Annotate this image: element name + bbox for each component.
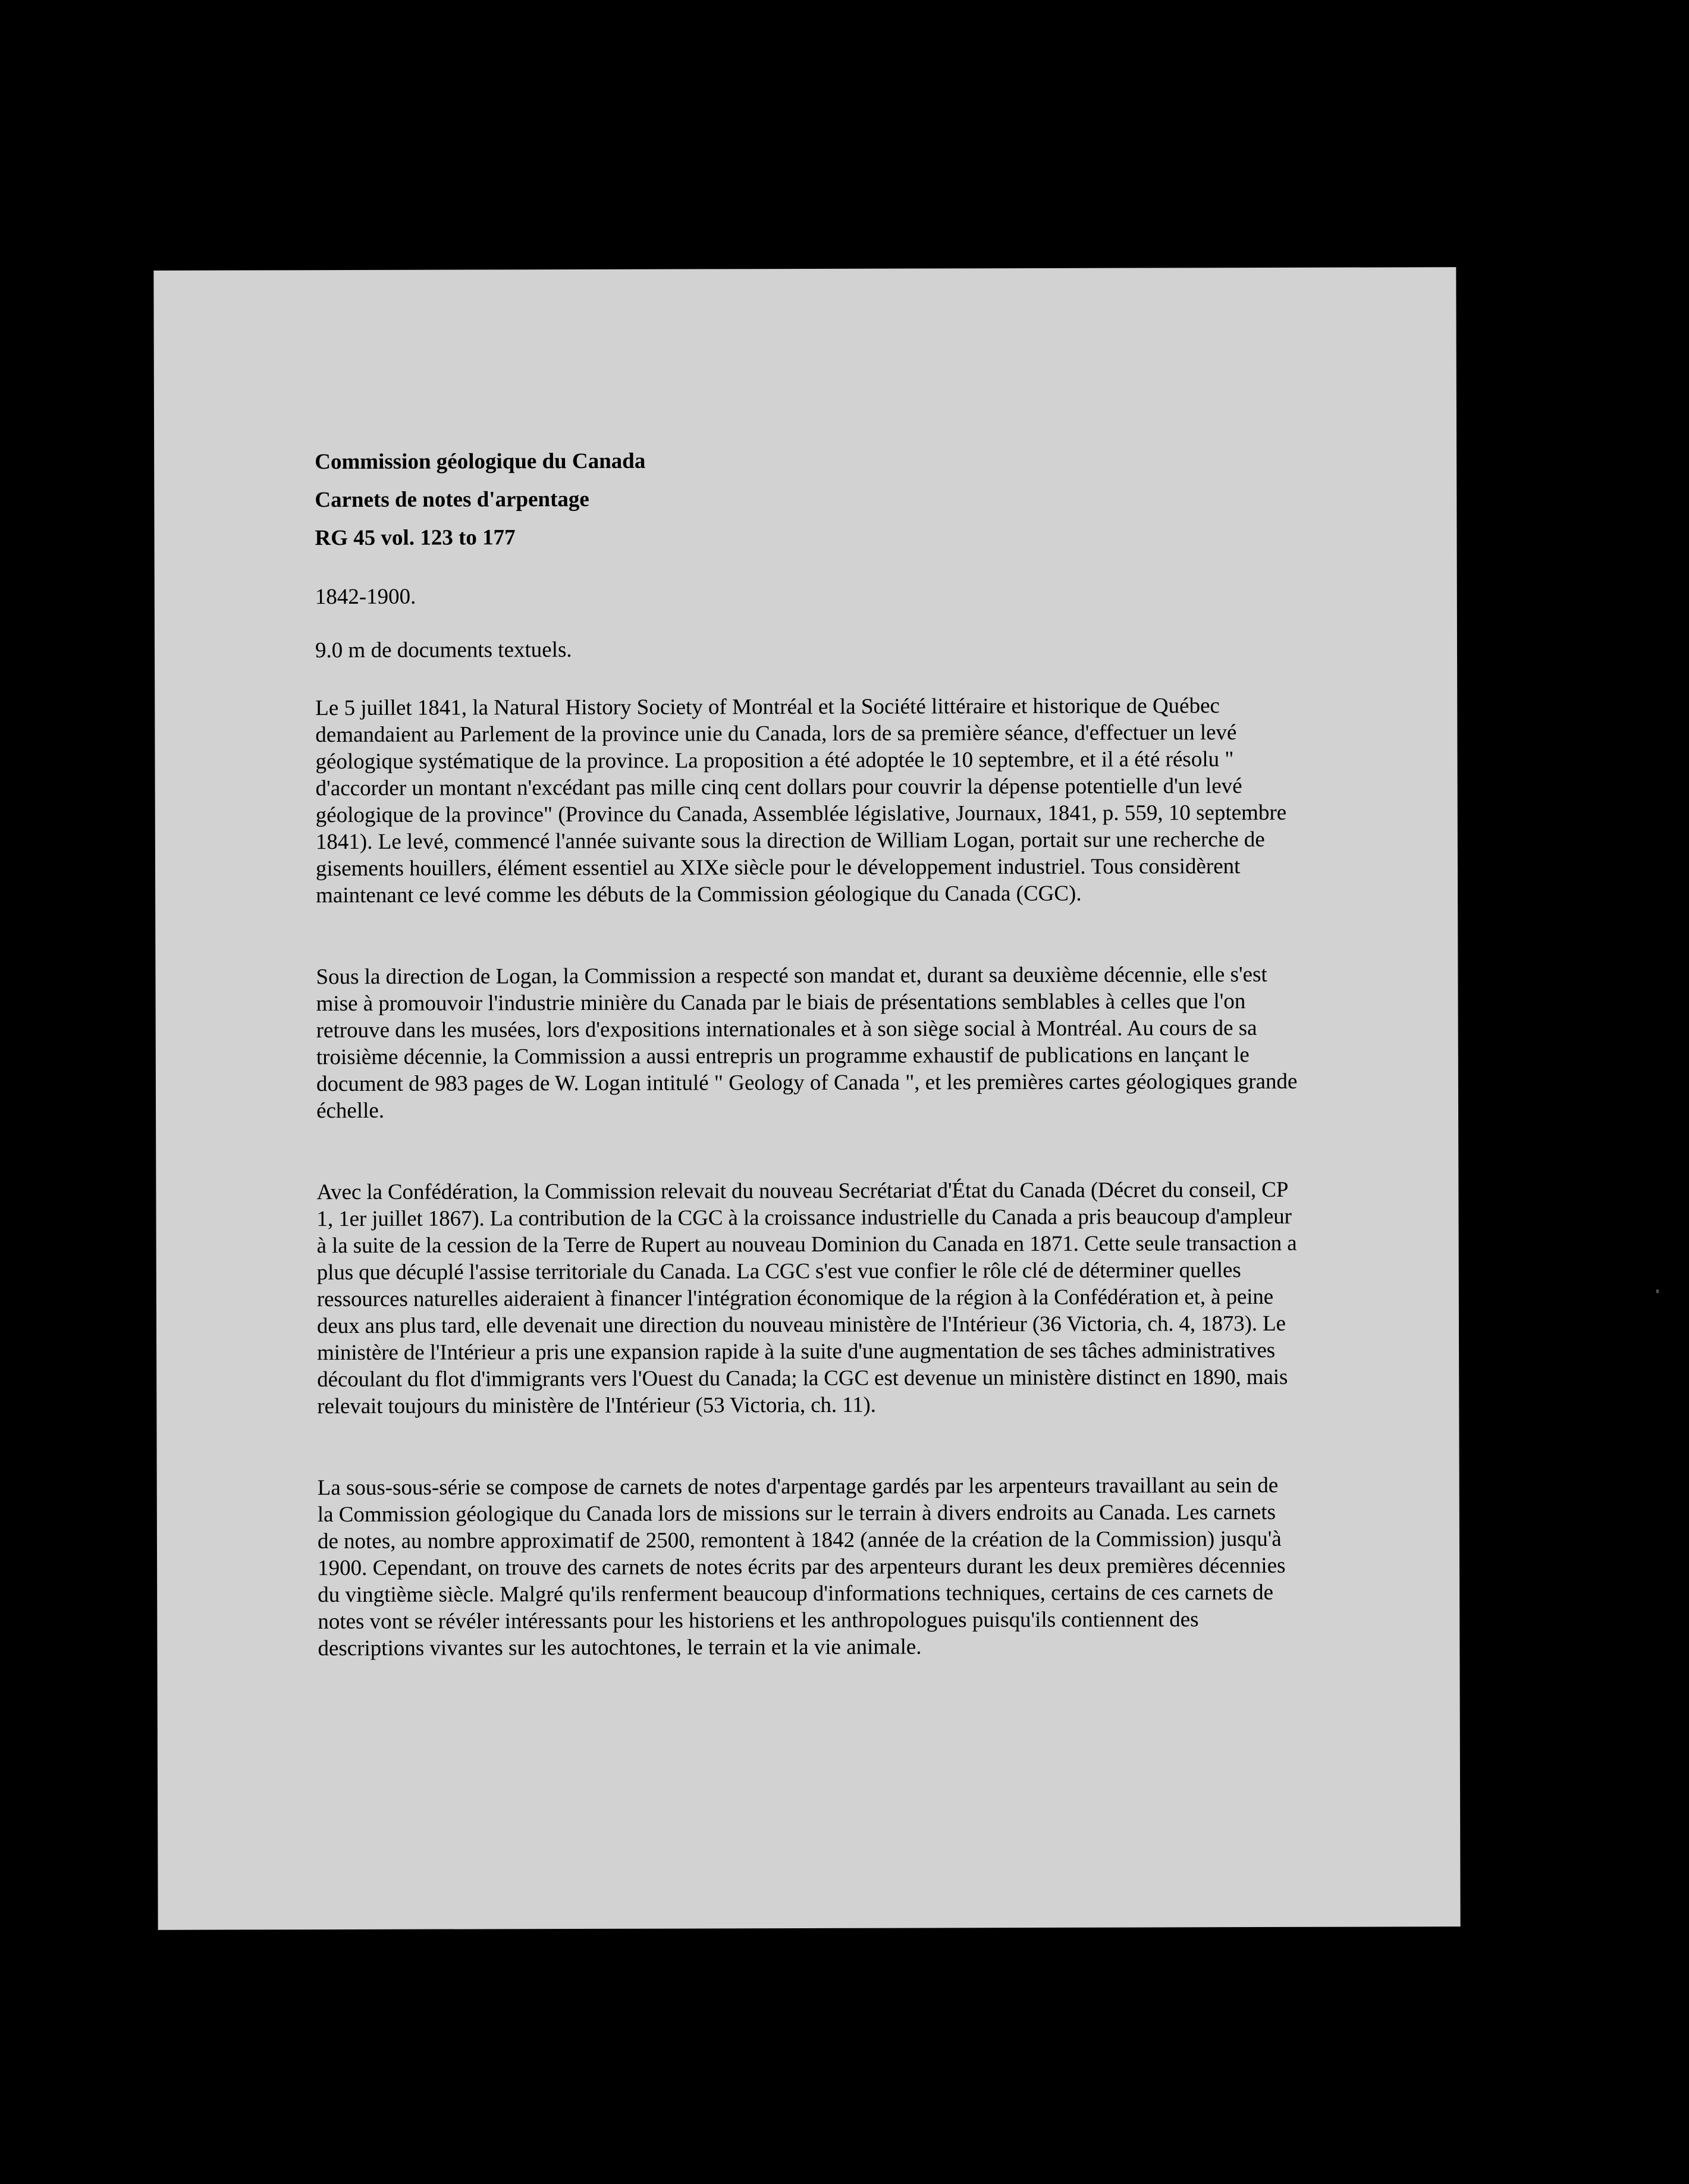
series-heading: Carnets de notes d'arpentage — [315, 487, 589, 513]
document-body — [315, 446, 1299, 1662]
scan-speck — [1656, 1289, 1659, 1293]
paragraph-history: Le 5 juillet 1841, la Natural History Society of Montréal et la Société littéraire et historique de Québec demandaient au Parlement de la province unie du Canada, lors de sa première séance, d'effectuer un levé géologique systématique de la province. La proposition a été adoptée le 10 septembre, et il a été résolu " d'accorder un montant n'excédant pas mille cinq cent dollars pour couvrir la dépense potentielle d'un levé géologique de la province" (Province du Canada, Assemblée législative, Journaux, 1841, p. 559, 10 septembre 1841). Le levé, commencé l'année suivante sous la direction de William Logan, portait sur une recherche de gisements houillers, élément essentiel au XIXe siècle pour le développement industriel. Tous considèrent maintenant ce levé comme les débuts de la Commission géologique du Canada (CGC). — [315, 694, 1287, 908]
reference-heading: RG 45 vol. 123 to 177 — [315, 525, 516, 551]
paragraph-confederation: Avec la Confédération, la Commission relevait du nouveau Secrétariat d'État du Canada (Décret du conseil, CP 1, 1er juillet 1867). La contribution de la CGC à la croissance industrielle du Canada a pris beaucoup d'ampleur à la suite de la cession de la Terre de Rupert au nouveau Dominion du Canada en 1871. Cette seule transaction a plus que décuplé l'assise territoriale du Canada. La CGC s'est vue confier le rôle clé de déterminer quelles ressources naturelles aideraient à financer l'intégration économique de la région à la Confédération et, à peine deux ans plus tard, elle devenait une direction du nouveau ministère de l'Intérieur (36 Victoria, ch. 4, 1873). Le ministère de l'Intérieur a pris une expansion rapide à la suite d'une augmentation de ses tâches administratives découlant du flot d'immigrants vers l'Ouest du Canada; la CGC est devenue un ministère distinct en 1890, mais relevait toujours du ministère de l'Intérieur (53 Victoria, ch. 11). — [316, 1177, 1297, 1419]
paragraph-logan: Sous la direction de Logan, la Commission a respecté son mandat et, durant sa deuxième décennie, elle s'est mise à promouvoir l'industrie minière du Canada par le biais de présentations semblables à celles que l'on retrouve dans les musées, lors d'expositions internationales et à son siège social à Montréal. Au cours de sa troisième décennie, la Commission a aussi entrepris un programme exhaustif de publications en lançant le document de 983 pages de W. Logan intitulé " Geology of Canada ", et les premières cartes géologiques grande échelle. — [316, 962, 1298, 1124]
extent-statement: 9.0 m de documents textuels. — [315, 638, 572, 663]
paragraph-subseries: La sous-sous-série se compose de carnets de notes d'arpentage gardés par les arpenteurs travaillant au sein de la Commission géologique du Canada lors de missions sur le terrain à divers endroits au Canada. Les carnets de notes, au nombre approximatif de 2500, remontent à 1842 (année de la création de la Commission) jusqu'à 1900. Cependant, on trouve des carnets de notes écrits par des arpenteurs durant les deux premières décennies du vingtième siècle. Malgré qu'ils renferment beaucoup d'informations techniques, certains de ces carnets de notes vont se révéler intéressants pour les historiens et les anthropologues puisqu'ils contiennent des descriptions vivantes sur les autochtones, le terrain et la vie animale. — [317, 1473, 1286, 1661]
date-range: 1842-1900. — [315, 584, 416, 610]
agency-heading: Commission géologique du Canada — [315, 448, 646, 475]
scanned-page — [153, 267, 1460, 1930]
